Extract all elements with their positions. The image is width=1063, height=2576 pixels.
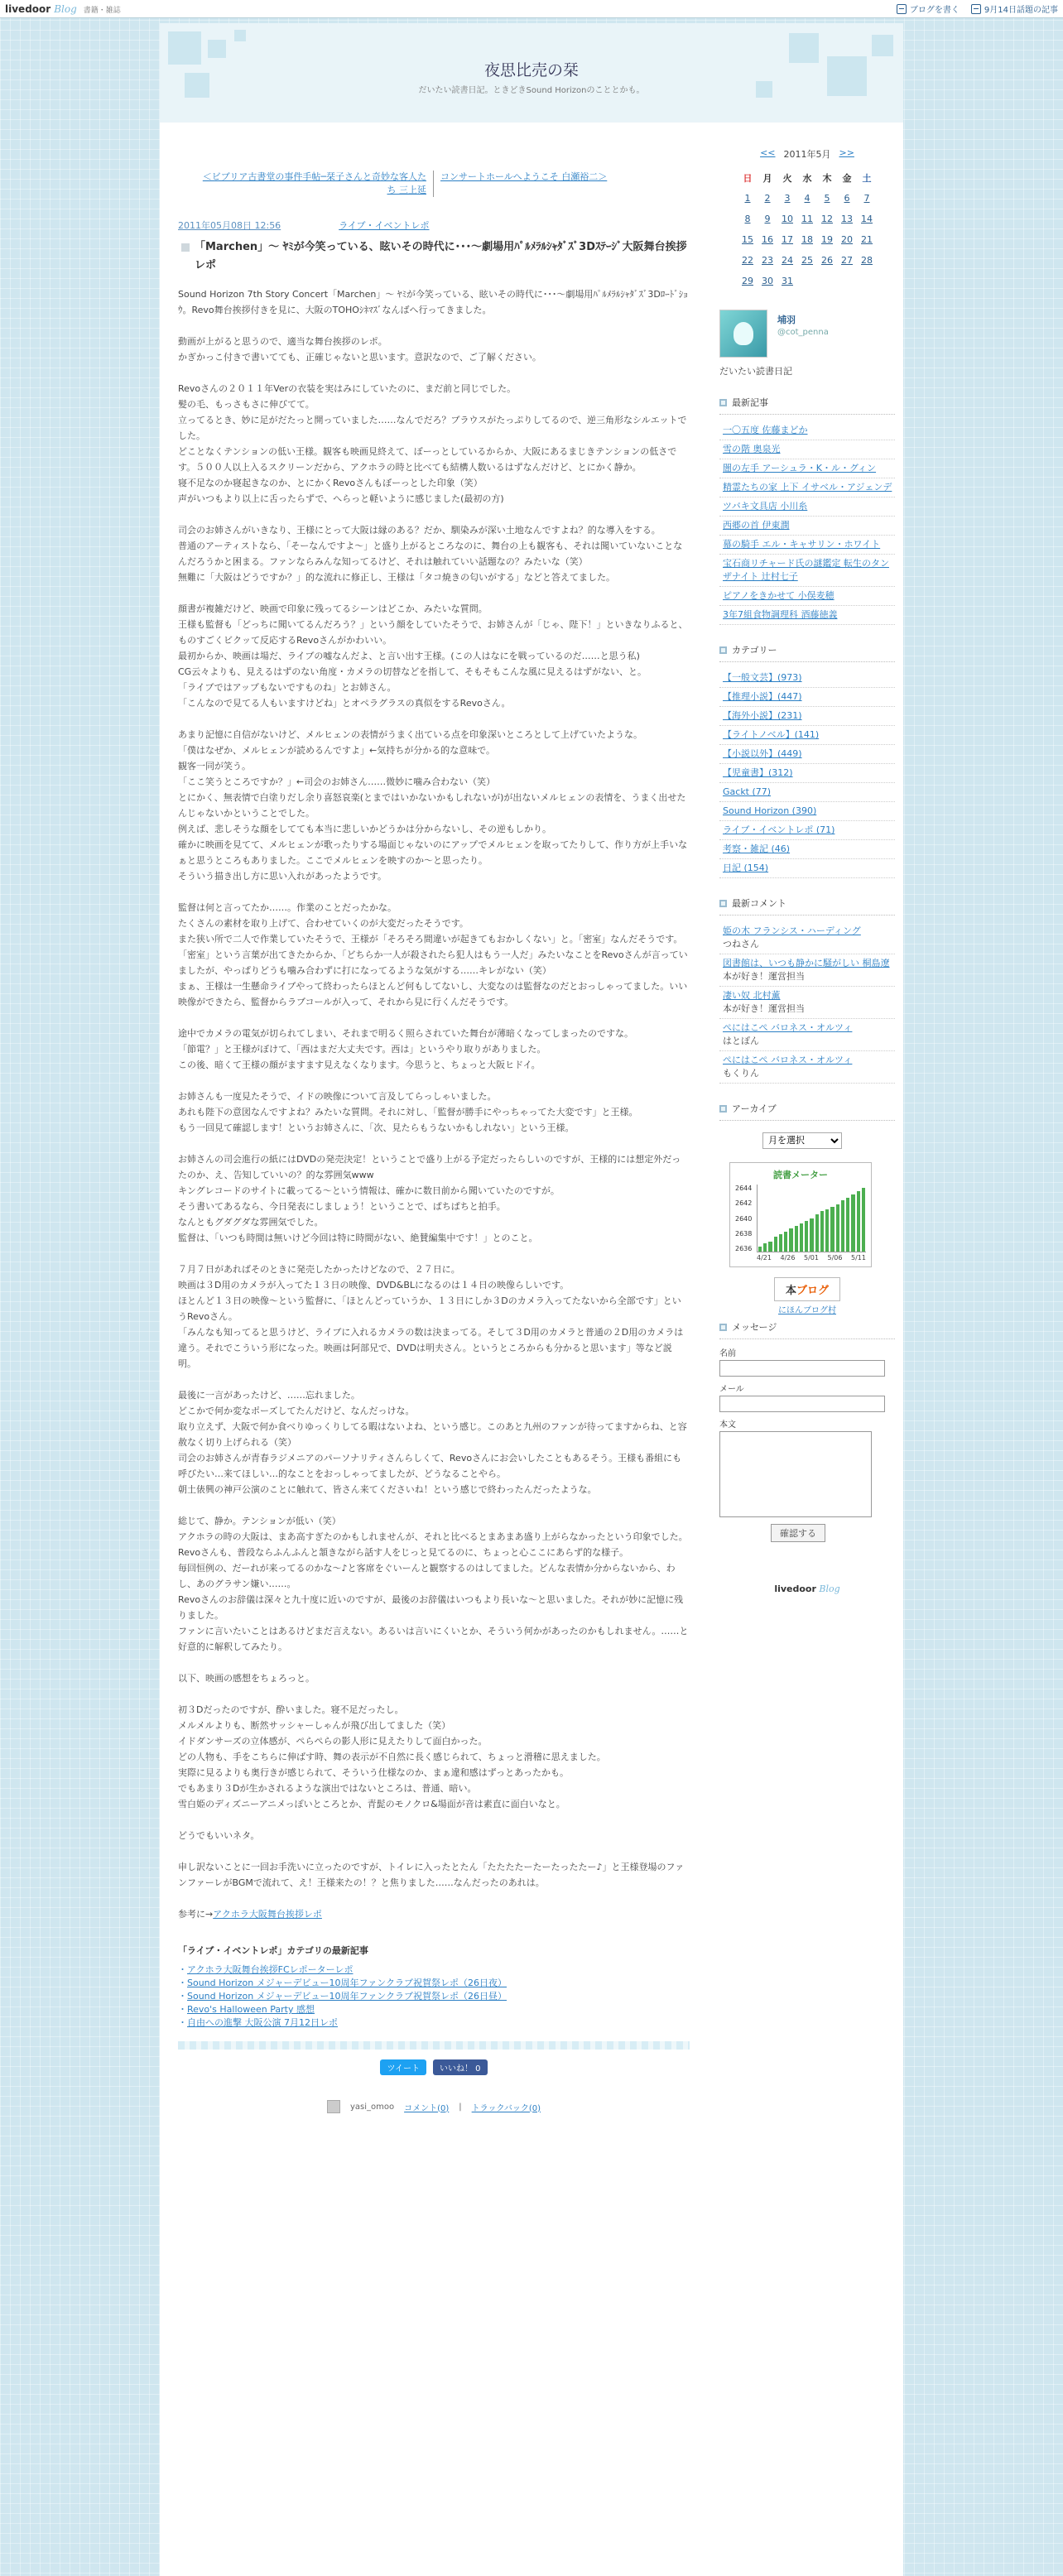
name-label: 名前 bbox=[719, 1349, 736, 1358]
categories-link[interactable]: Sound Horizon (390) bbox=[723, 805, 817, 816]
meter-bar bbox=[768, 1242, 772, 1252]
post-paragraph: 顔書が複雑だけど、映画で印象に残ってるシーンはどこか、みたいな質問。 王様も監督も「どっちに聞いてるんだろう？」という顔をしていたそうで、お姉さんが「じゃ、陛下！」といきなりふると、ものすごくビクッて反応するRevoさんがかわいい。 最初からか、映画は場だ、ライブの嘘なんだよ、と言い出す王様。(この人はなにを戦っているのだ……と思う私) CG云々よりも、見えるはずのない角度・カメラの切替などを指して、そもそもこんな風に見えるはずがない、と。 「ライブではアップもないですものね」とお姉さん。 「こんなので見てる人もいますけどね」とオペラグラスの真似をするRevoさん。 bbox=[178, 603, 688, 709]
categories-item bbox=[719, 745, 895, 764]
topic-label: 9月14日話題の記事 bbox=[984, 6, 1058, 15]
recent-link[interactable]: 3年7組食物調理科 酒藤徳義 bbox=[723, 609, 838, 620]
meter-bar bbox=[862, 1188, 865, 1252]
calendar-day[interactable] bbox=[857, 229, 877, 250]
like-button[interactable]: いいね！ 0 bbox=[433, 2059, 488, 2075]
meter-bar bbox=[763, 1243, 767, 1252]
recent-item bbox=[719, 606, 895, 625]
calendar-day[interactable] bbox=[797, 250, 817, 271]
post-meta bbox=[178, 219, 690, 232]
related-item bbox=[178, 2003, 690, 2016]
meter-plot bbox=[757, 1185, 866, 1252]
recent-item bbox=[719, 536, 895, 555]
calendar-day-link[interactable]: 13 bbox=[841, 214, 853, 224]
related-link[interactable]: 自由への進撃 大阪公演 7月12日レポ bbox=[187, 2017, 338, 2028]
post-body bbox=[178, 286, 690, 1891]
archive-title: アーカイブ bbox=[732, 1103, 777, 1114]
reading-meter-title: 読書メーター bbox=[773, 1170, 828, 1180]
post-footer bbox=[178, 2100, 690, 2113]
meter-y-tick: 2642 bbox=[735, 1199, 753, 1208]
header-decoration bbox=[208, 40, 226, 58]
calendar-day-link[interactable]: 3 bbox=[784, 193, 791, 204]
calendar-grid bbox=[738, 167, 877, 291]
comment-author: 本が好き！運営担当 bbox=[723, 971, 805, 982]
next-post-link[interactable]: コンサートホールへようこそ 白瀬裕二＞ bbox=[440, 171, 608, 182]
calendar-day-link[interactable]: 1 bbox=[744, 193, 751, 204]
square-icon bbox=[719, 1105, 727, 1113]
recent-item bbox=[719, 587, 895, 606]
profile-bio: だいたい読書日記 bbox=[719, 366, 792, 377]
calendar-day-link[interactable]: 22 bbox=[742, 255, 753, 266]
calendar-day-link[interactable]: 26 bbox=[821, 255, 833, 266]
categories-list bbox=[719, 669, 895, 878]
calendar-day[interactable] bbox=[817, 250, 837, 271]
post-paragraph: 初３Dだったのですが、酔いました。寝不足だったし。 メルメルよりも、断然サッシャーしゃんが飛び出してました（笑） イドダンサーズの立体感が、ぺらぺらの影人形に見えたりして面白かった。 どの人物も、手をこちらに伸ばす時、舞の表示が不自然に長く感じられて、ちょっと滑稽に思えました。 実際に見るよりも奥行きが感じられて、そういう仕様なのか、まぁ違和感はずっとあったかも。 でもあまり３Dが生かされるような演出ではないところは、普通、暗い。 雪白姫のディズニーアニメっぽいところとか、青髭のモノクロ&場面が音は素直に面白いなと。 bbox=[178, 1704, 606, 1809]
comment-item bbox=[719, 922, 895, 954]
name-field[interactable] bbox=[719, 1360, 885, 1377]
recent-link[interactable]: 西郷の首 伊東潤 bbox=[723, 520, 790, 531]
message-title: メッセージ bbox=[732, 1322, 777, 1333]
recent-link[interactable]: 一〇五度 佐藤まどか bbox=[723, 425, 808, 435]
categories-section bbox=[719, 643, 895, 878]
calendar-day-link[interactable]: 20 bbox=[841, 234, 853, 245]
calendar-month: 2011年5月 bbox=[783, 149, 831, 160]
recent-link[interactable]: ツバキ文具店 小川糸 bbox=[723, 501, 808, 512]
recent-posts-list bbox=[719, 421, 895, 625]
meter-bar bbox=[815, 1214, 819, 1252]
comment-post-link[interactable]: 凄い奴 北村薫 bbox=[723, 990, 781, 1001]
write-blog-link[interactable] bbox=[897, 2, 960, 15]
categories-item bbox=[719, 764, 895, 783]
post-paragraph: Sound Horizon 7th Story Concert「Marchen」～ ﾔﾐが今笑っている、眩いその時代に･･･～劇場用ﾊﾟﾙﾒﾗﾙｼｬﾀﾞｽﾞ3Dﾛｰﾄﾞｼｮｳ。Revo舞台挨拶付きを見に、大阪のTOHOｼﾈﾏｽﾞなんばへ行ってきました。 bbox=[178, 289, 688, 315]
calendar-day[interactable] bbox=[777, 188, 797, 209]
comments-link[interactable]: コメント(0) bbox=[404, 2103, 450, 2113]
blogmura-badge[interactable] bbox=[774, 1277, 840, 1315]
calendar-day[interactable] bbox=[758, 209, 777, 229]
calendar-day-link[interactable]: 29 bbox=[742, 276, 753, 286]
meter-bar bbox=[836, 1204, 839, 1252]
post-category[interactable]: ライブ・イベントレポ bbox=[339, 220, 430, 231]
calendar-day[interactable] bbox=[758, 188, 777, 209]
post-pager bbox=[178, 171, 690, 197]
calendar-day[interactable] bbox=[797, 188, 817, 209]
body-textarea[interactable] bbox=[719, 1431, 872, 1517]
calendar-day[interactable] bbox=[777, 271, 797, 291]
list-icon bbox=[971, 4, 981, 14]
recent-item bbox=[719, 478, 895, 497]
reading-meter-widget[interactable] bbox=[729, 1162, 872, 1267]
meter-bar bbox=[795, 1226, 798, 1252]
mail-field[interactable] bbox=[719, 1396, 885, 1412]
calendar-day-link[interactable]: 9 bbox=[764, 214, 771, 224]
square-icon bbox=[719, 1324, 727, 1331]
comments-section bbox=[719, 896, 895, 1084]
post-paragraph: 最後に一言があったけど、……忘れました。 どこかで何か変なポーズしてたんだけど、なんだっけな。 取り立えず、大阪で何か食べりゆっくりしてる暇はないよね、という感じ。このあと九州のファンが待ってますからね、と容赦なく切り上げられる（笑） 司会のお姉さんが青春ラジメニアのパーソナリティさんらしくて、Revoさんにお会いしたこともあるそう。王様も番組にも呼びたい…来てほしい…的なことをおっしゃってましたが、どうなることやら。 朝土俵興の神戸公演のことに触れて、皆さん来てくださいね！という感じで終わったんだったような。 bbox=[178, 1390, 687, 1495]
calendar-day-link[interactable]: 21 bbox=[861, 234, 873, 245]
calendar-day-link[interactable]: 31 bbox=[782, 276, 793, 286]
comment-post-link[interactable]: ぺにはこぺ バロネス・オルツィ bbox=[723, 1055, 853, 1065]
calendar-day[interactable] bbox=[817, 229, 837, 250]
calendar-day-link[interactable]: 24 bbox=[782, 255, 793, 266]
calendar-day-link[interactable]: 25 bbox=[801, 255, 813, 266]
comments-list bbox=[719, 922, 895, 1084]
comment-post-link[interactable]: 図書館は、いつも静かに騒がしい 桐島遼 bbox=[723, 958, 890, 968]
recent-link[interactable]: 宝石商リチャード氏の謎鑑定 転生のタンザナイト 辻村七子 bbox=[723, 558, 889, 582]
comment-post-link[interactable]: 姫の木 フランシス・ハーディング bbox=[723, 925, 861, 936]
related-link[interactable]: Revo's Halloween Party 感想 bbox=[187, 2004, 315, 2015]
calendar-day-link[interactable]: 8 bbox=[744, 214, 751, 224]
meter-bar bbox=[820, 1211, 824, 1252]
comment-author: もくりん bbox=[723, 1068, 759, 1079]
trackback-link[interactable]: トラックバック(0) bbox=[471, 2103, 541, 2113]
livedoor-logo[interactable] bbox=[5, 3, 121, 15]
calendar-day[interactable] bbox=[758, 250, 777, 271]
calendar-day[interactable] bbox=[837, 209, 857, 229]
calendar-day-link[interactable]: 4 bbox=[804, 193, 810, 204]
footer-logo-blog: Blog bbox=[819, 1584, 840, 1594]
post-paragraph: 動画が上がると思うので、適当な舞台挨拶のレポ。 かぎかっこ付きで書いてても、正確じゃないと思います。意訳なので、ご了解ください。 bbox=[178, 336, 541, 363]
categories-item bbox=[719, 840, 895, 859]
comment-item bbox=[719, 954, 895, 987]
post-paragraph: 総じて、静か。テンションが低い（笑） アクホラの時の大阪は、まあ高すぎたのかもしれませんが、それと比べるとまあまあ盛り上がらなかったという印象でした。 Revoさんも、普段ならふんふんと頷きながら話す人をじっと見てるのに、ちょっと心ここにあらず的な様子。 毎回恒例の、だーれが来ってるのかな～♪と客席をぐいーんと観察するのはしてました。どんな表情か分からないから、わし、あのグラサン嫌い……。 Revoさんのお辞儀は深々と九十度に近いのですが、最後のお辞儀はいつもより長いな～と思いました。それが妙に記憶に残りました。 ファンに言いたいことはあるけどまだ言えない。あるいは言いにくいとか、そういう何かがあったのかもしれません。……と好意的に解釈してみたり。 bbox=[178, 1516, 689, 1652]
recent-item bbox=[719, 459, 895, 478]
calendar-weekday: 火 bbox=[782, 172, 792, 184]
categories-link[interactable]: 【ライトノベル】(141) bbox=[723, 729, 820, 740]
profile bbox=[719, 310, 895, 358]
pencil-icon bbox=[897, 4, 907, 14]
categories-title: カテゴリー bbox=[732, 645, 777, 656]
related-item bbox=[178, 1963, 690, 1977]
calendar-day-link[interactable]: 12 bbox=[821, 214, 833, 224]
calendar-day-link[interactable]: 27 bbox=[841, 255, 853, 266]
reference-line bbox=[178, 1906, 690, 1922]
calendar-day[interactable] bbox=[857, 250, 877, 271]
post-paragraph: 申し訳ないことに一回お手洗いに立ったのですが、トイレに入ったとたん「たたたたーたーたったたー♪」と王様登場のファンファーレがBGMで流れて、え！王様来たの！？と焦りました……なんだったのあれは。 bbox=[178, 1862, 685, 1888]
message-form bbox=[719, 1346, 895, 1542]
meter-bar bbox=[800, 1223, 803, 1252]
calendar-day[interactable] bbox=[777, 250, 797, 271]
related-item bbox=[178, 1977, 690, 1990]
calendar-day-link[interactable]: 2 bbox=[764, 193, 771, 204]
post-paragraph: Revoさんの２０１１年Verの衣装を実はみにしていたのに、まだ前と同じでした。 髪の毛、もっさもさに伸びてて。 立ってるとき、妙に足がだたっと開っていました……なんでだろ？ブラウスがたっぷりしてるので、逆三角形なシルエットでした。 どことなくテンションの低い王様。観客も映画見終えて、ぼーっとしているからか、大阪にあるまじきテンションの低さです。５００人以上入るスクリーンだから、アクホラの時と比べても結構人数いるはずなんだけど、とにかく静か。 寝不足なのか寝起きなのか、とにかくRevoさんもぼーっとした印象（笑） 声がいつもより以上に舌ったらずで、へらっと軽いように感じました(最初の方) bbox=[178, 383, 687, 504]
categories-item bbox=[719, 669, 895, 688]
related-link[interactable]: アクホラ大阪舞台挨拶FCレポーターレポ bbox=[187, 1964, 354, 1975]
related-list bbox=[178, 1963, 690, 2030]
calendar-day-link[interactable]: 11 bbox=[801, 214, 813, 224]
calendar-day bbox=[817, 271, 837, 291]
meter-x-axis bbox=[757, 1254, 866, 1262]
reference-prefix: 参考に→ bbox=[178, 1909, 214, 1920]
recent-item bbox=[719, 517, 895, 536]
calendar-header bbox=[719, 147, 895, 161]
calendar-day[interactable] bbox=[738, 209, 758, 229]
calendar-day-link[interactable]: 28 bbox=[861, 255, 873, 266]
recent-item bbox=[719, 421, 895, 440]
comment-post-link[interactable]: ぺにはこぺ バロネス・オルツィ bbox=[723, 1022, 853, 1033]
post-title: 「Marchen」～ ﾔﾐが今笑っている、眩いその時代に･･･～劇場用ﾊﾟﾙﾒﾗﾙｼｬﾀﾞｽﾞ3Dｽﾃｰｼﾞ大阪舞台挨拶レポ bbox=[178, 238, 690, 275]
body-label: 本文 bbox=[719, 1420, 736, 1430]
header-decoration bbox=[872, 35, 893, 56]
recent-link[interactable]: 雪の階 奥泉光 bbox=[723, 444, 781, 454]
meter-bar bbox=[784, 1232, 787, 1252]
categories-link[interactable]: 【海外小説】(231) bbox=[723, 710, 802, 721]
calendar-day[interactable] bbox=[738, 229, 758, 250]
calendar-weekday: 木 bbox=[822, 172, 832, 184]
post-paragraph: 以下、映画の感想をちょろっと。 bbox=[178, 1673, 315, 1684]
meter-y-axis bbox=[735, 1185, 757, 1252]
meter-bar bbox=[825, 1209, 829, 1252]
related-link[interactable]: Sound Horizon メジャーデビュー10周年ファンクラブ祝賀祭レポ（26日夜） bbox=[187, 1978, 507, 1988]
categories-item bbox=[719, 821, 895, 840]
calendar-day[interactable] bbox=[817, 209, 837, 229]
categories-item bbox=[719, 707, 895, 726]
meter-y-tick: 2636 bbox=[735, 1245, 753, 1252]
confirm-button[interactable]: 確認する bbox=[771, 1524, 825, 1542]
logo-word: livedoor bbox=[5, 2, 51, 15]
calendar-day[interactable] bbox=[758, 229, 777, 250]
post-paragraph: 監督は何と言ってたか……。作業のことだったかな。 たくさんの素材を取り上げて、合わせていくのが大変だったそうです。 また狭い所で二人で作業していたそうで、王様が「そろそろ間違いが起きてもおかしくない」と。「密室」なんだそうです。 「密室」という言葉が出てきたからか、「どちらか一人が殺されたら犯人はもう一人だ」みたいなことをRevoさんが言っていましたが、やっぱりどうも噛み合わずに打になってるような気がする……キレがない（笑） まぁ、王様は一生懸命ライブやって終わったらほとんど何もしてないし、大変なのは監督なのだとおっしゃってました。いい映像ができたら、監督からラブコールが入って、それから見に行くんだそうです。 bbox=[178, 902, 688, 1007]
categories-item bbox=[719, 859, 895, 878]
recent-link[interactable]: 精霊たちの家 上下 イサベル・アジェンデ bbox=[723, 482, 892, 493]
categories-link[interactable]: 【一般文芸】(973) bbox=[723, 672, 802, 683]
main-column bbox=[178, 147, 690, 2113]
recent-link[interactable]: ピアノをきかせて 小俣麦穂 bbox=[723, 590, 835, 601]
prev-post-link[interactable]: ＜ビブリア古書堂の事件手帖─栞子さんと奇妙な客人たち 三上延 bbox=[202, 171, 426, 195]
meter-bar bbox=[851, 1194, 854, 1252]
meter-bar bbox=[758, 1247, 762, 1252]
mail-label: メール bbox=[719, 1385, 744, 1394]
calendar-day-link[interactable]: 23 bbox=[762, 255, 773, 266]
categories-link[interactable]: Gackt (77) bbox=[723, 786, 772, 797]
write-blog-label: ブログを書く bbox=[909, 6, 960, 15]
meter-bar bbox=[846, 1198, 849, 1252]
post-paragraph: 途中でカメラの電気が切られてしまい、それまで明るく照らされていた舞台が薄暗くなってしまったのですな。 「節電？」と王様がぼけて、「西はまだ大丈夫です。西は」というやり取りがありました。 この後、暗くて王様の顔がますます見えなくなります。今思うと、ちょっと大阪ヒドイ。 bbox=[178, 1028, 633, 1070]
calendar-day[interactable] bbox=[817, 188, 837, 209]
calendar-day-link[interactable]: 30 bbox=[762, 276, 773, 286]
meter-y-tick: 2644 bbox=[735, 1185, 753, 1192]
calendar-day-link[interactable]: 18 bbox=[801, 234, 813, 245]
meter-bar bbox=[805, 1221, 808, 1252]
calendar-day-link[interactable]: 6 bbox=[844, 193, 850, 204]
recent-link[interactable]: 幕の騎手 エル・キャサリン・ホワイト bbox=[723, 539, 881, 550]
meter-bar bbox=[857, 1191, 860, 1252]
comment-author: 本が好き！運営担当 bbox=[723, 1003, 805, 1014]
page-container bbox=[160, 23, 903, 2576]
author-avatar bbox=[327, 2100, 340, 2113]
calendar-day-link[interactable]: 19 bbox=[821, 234, 833, 245]
profile-handle[interactable]: @cot_penna bbox=[777, 328, 829, 337]
footer-logo-word: livedoor bbox=[774, 1584, 816, 1594]
meter-bar bbox=[774, 1237, 777, 1252]
calendar-day[interactable] bbox=[797, 229, 817, 250]
badge-b: ブログ bbox=[796, 1285, 830, 1297]
categories-item bbox=[719, 688, 895, 707]
calendar-weekday: 土 bbox=[862, 172, 872, 184]
message-section bbox=[719, 1320, 895, 1542]
categories-item bbox=[719, 802, 895, 821]
categories-link[interactable]: 【児童書】(312) bbox=[723, 767, 793, 778]
logo-blog: Blog bbox=[54, 2, 77, 15]
related-item bbox=[178, 1990, 690, 2003]
calendar-day[interactable] bbox=[837, 250, 857, 271]
post-paragraph: あまり記憶に自信がないけど、メルヒェンの表情がうまく出ている点を印象深いところとして上げていたような。 「僕はなぜか、メルヒェンが読めるんですよ」←気持ちが分かる的な意味で。 観客一同が笑う。 「ここ笑うところですか？」←司会のお姉さん……微妙に噛み合わない（笑） とにかく、無表情で白塗りだし余り喜怒哀楽(とまではいかないかもしれないが)が出ないメルヒェンの表情を、うまく出せたんじゃないかということでした。 例えば、悲しそうな顔をしてても本当に悲しいかどうかは分からないし、その逆もしかり。 確かに映画を見てて、メルヒェンが歌ったりする場面じゃないのにアップでメルヒェンを取ってたりして、作り方が上手いなぁと思うところもありました。ここでメルヒェンを映すのか～と思ったり。 そういう描き出し方に思い入れがあったようです。 bbox=[178, 729, 688, 882]
header-decoration bbox=[234, 30, 246, 41]
site-description: だいたい読書日記。ときどきSound Horizonのこととかも。 bbox=[418, 86, 645, 95]
calendar-day-link[interactable]: 17 bbox=[782, 234, 793, 245]
related-heading: 「ライブ・イベントレポ」カテゴリの最新記事 bbox=[178, 1945, 368, 1956]
calendar-day[interactable] bbox=[738, 250, 758, 271]
calendar-day[interactable] bbox=[777, 229, 797, 250]
top-bar bbox=[0, 0, 1063, 18]
post-paragraph: ７月７日があればそのときに発売したかったけどなので、２７日に。 映画は３D用のカメラが入ってた１３日の映像、DVD&BLになるのは１４日の映像らしいです。 ほとんど１３日の映像～という監督に、「ほとんどっていうか、１３日にしか３Dのカメラ入ってたないから全部です」というRevoさん。 「みんなも知ってると思うけど、ライブに入れるカメラの数は決まってる。そして３D用のカメラと普通の２D用のカメラは違う。それでこういう形になった。映画は阿部兄で、DVDは明夫さん。というところからも分かると思います」等など説明。 bbox=[178, 1264, 684, 1369]
categories-link[interactable]: 日記 (154) bbox=[723, 863, 769, 873]
related-item bbox=[178, 2016, 690, 2030]
calendar-prev[interactable]: << bbox=[760, 147, 776, 158]
meter-x-tick: 5/11 bbox=[851, 1254, 866, 1262]
related-link[interactable]: Sound Horizon メジャーデビュー10周年ファンクラブ祝賀祭レポ（26日昼） bbox=[187, 1991, 507, 2002]
comment-author: はとぽん bbox=[723, 1036, 759, 1046]
meter-bar bbox=[810, 1218, 813, 1252]
calendar-day[interactable] bbox=[797, 209, 817, 229]
tweet-button[interactable]: ツイート bbox=[380, 2059, 426, 2075]
calendar-day[interactable] bbox=[837, 229, 857, 250]
recent-item bbox=[719, 497, 895, 517]
meter-x-tick: 4/21 bbox=[757, 1254, 772, 1262]
comments-title: 最新コメント bbox=[732, 898, 786, 909]
calendar-day[interactable] bbox=[738, 188, 758, 209]
archive-month-select[interactable] bbox=[762, 1132, 842, 1149]
meter-x-tick: 5/06 bbox=[827, 1254, 843, 1262]
calendar bbox=[719, 147, 895, 291]
meter-bar bbox=[841, 1200, 844, 1252]
site-title[interactable]: 夜思比売の栞 bbox=[483, 61, 579, 79]
categories-link[interactable]: 【小説以外】(449) bbox=[723, 748, 802, 759]
calendar-day-link[interactable]: 5 bbox=[824, 193, 830, 204]
meter-bar bbox=[830, 1207, 834, 1252]
calendar-weekday: 日 bbox=[743, 172, 753, 184]
comment-item bbox=[719, 1051, 895, 1084]
calendar-next[interactable]: >> bbox=[839, 147, 854, 158]
badge-a: 本 bbox=[785, 1285, 796, 1297]
meter-bar bbox=[789, 1228, 792, 1252]
categories-link[interactable]: 【推理小説】(447) bbox=[723, 691, 802, 702]
post-date[interactable]: 2011年05月08日 12:56 bbox=[178, 220, 281, 231]
profile-avatar[interactable] bbox=[719, 310, 767, 358]
sidebar bbox=[719, 147, 895, 1594]
post-paragraph: お姉さんも一度見たそうで、イドの映像について言及してらっしゃいました。 あれも陛下の意図なんですよね？みたいな質問。それに対し、「監督が勝手にやっちゃってた大変です」と王様。 もう一回見て確認します！というお姉さんに、「次、見たらもうないかもしれない」という王様。 bbox=[178, 1091, 638, 1133]
badge-sub[interactable]: にほんブログ村 bbox=[778, 1306, 836, 1315]
footer-divider: | bbox=[459, 2102, 462, 2112]
recent-link[interactable]: 闇の左手 アーシュラ・K・ル・グィン bbox=[723, 463, 877, 473]
recent-item bbox=[719, 440, 895, 459]
comment-item bbox=[719, 1019, 895, 1051]
calendar-day[interactable] bbox=[857, 188, 877, 209]
post-paragraph: お姉さんの司会進行の紙にはDVDの発売決定！ということで盛り上がる予定だったらしいのですが、王様的には想定外だったのか、え、告知していいの？的な雰囲気www キングレコードのサイトに載ってる～という情報は、確かに数日前から聞いていたのですが。 そう書いてあるなら、今日発表にしましょう！ということで、ぱちぱちと拍手。 なんともグダグダな雰囲気でした。 監督は、「いつも時間は無いけど今回は特に時間がない、絶賛編集中です！」とのこと。 bbox=[178, 1154, 681, 1243]
logo-sub: 書籍・雑誌 bbox=[83, 6, 121, 15]
calendar-weekday: 月 bbox=[762, 172, 772, 184]
recent-item bbox=[719, 555, 895, 587]
square-icon bbox=[719, 399, 727, 406]
meter-y-tick: 2638 bbox=[735, 1229, 753, 1238]
square-icon bbox=[719, 646, 727, 654]
categories-link[interactable]: ライブ・イベントレポ (71) bbox=[723, 824, 835, 835]
calendar-day-link[interactable]: 10 bbox=[782, 214, 793, 224]
post-author: yasi_omoo bbox=[349, 2102, 395, 2112]
meter-y-tick: 2640 bbox=[735, 1214, 753, 1223]
calendar-day-link[interactable]: 14 bbox=[861, 214, 873, 224]
meter-x-tick: 5/01 bbox=[804, 1254, 819, 1262]
separator-band bbox=[178, 2041, 690, 2050]
archive-section bbox=[719, 1102, 895, 1315]
post-paragraph: どうでもいいネタ。 bbox=[178, 1830, 260, 1841]
calendar-day[interactable] bbox=[738, 271, 758, 291]
post-paragraph: 司会のお姉さんがいきなり、王様にとって大阪は縁のある？だか、馴染みが深い土地なんですよね？的な導入をする。 普通のアーティストなら、「そーなんですよ～」と盛り上がるところなのに、舞台の上も観客も、それは聞いていないことなんだろうかと困まる。ファンならみんな知ってるけど、それは触れていい話題なの？みたいな（笑） 無難に「大阪はどうですか？」的な流れに修正し、王様は「タコ焼きの匂いがする」などと答えてました。 bbox=[178, 525, 683, 583]
calendar-weekday: 金 bbox=[842, 172, 852, 184]
footer-logo[interactable] bbox=[719, 1584, 895, 1594]
calendar-day bbox=[837, 271, 857, 291]
calendar-day[interactable] bbox=[837, 188, 857, 209]
calendar-day[interactable] bbox=[777, 209, 797, 229]
comment-item bbox=[719, 987, 895, 1019]
calendar-day[interactable] bbox=[758, 271, 777, 291]
comment-author: つねさん bbox=[723, 939, 759, 949]
calendar-day-link[interactable]: 15 bbox=[742, 234, 753, 245]
calendar-day bbox=[857, 271, 877, 291]
topic-link[interactable] bbox=[971, 2, 1058, 15]
meter-x-tick: 4/26 bbox=[780, 1254, 796, 1262]
calendar-day-link[interactable]: 16 bbox=[762, 234, 773, 245]
profile-name[interactable]: 埔羽 bbox=[777, 315, 796, 325]
calendar-day bbox=[797, 271, 817, 291]
recent-posts-section bbox=[719, 396, 895, 625]
square-icon bbox=[719, 900, 727, 907]
categories-item bbox=[719, 783, 895, 802]
reference-link[interactable]: アクホラ大阪舞台挨拶レポ bbox=[213, 1909, 322, 1920]
recent-posts-title: 最新記事 bbox=[732, 397, 768, 408]
calendar-weekday: 水 bbox=[802, 172, 812, 184]
calendar-day[interactable] bbox=[857, 209, 877, 229]
blog-header bbox=[160, 23, 903, 123]
categories-item bbox=[719, 726, 895, 745]
meter-bar bbox=[779, 1234, 782, 1252]
social-buttons bbox=[178, 2059, 690, 2075]
categories-link[interactable]: 考察・雑記 (46) bbox=[723, 843, 791, 854]
calendar-day-link[interactable]: 7 bbox=[863, 193, 870, 204]
